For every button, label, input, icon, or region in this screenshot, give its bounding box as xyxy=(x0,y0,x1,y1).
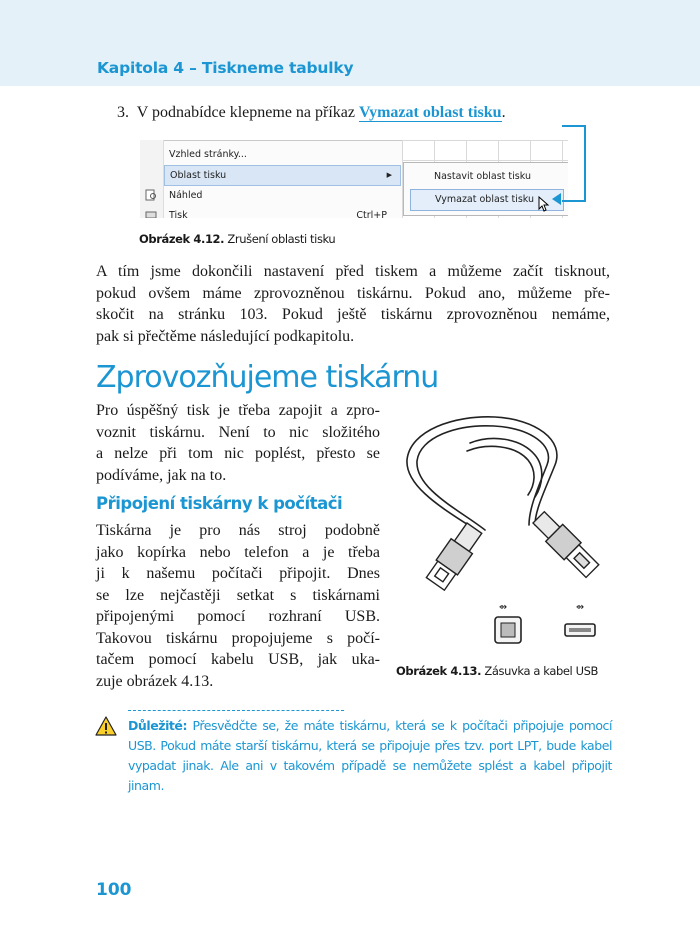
step-text: V podnabídce klepneme na příkaz xyxy=(136,104,356,121)
para-line: pokud ovšem máme zprovozněnou tiskárnu. Pokud ano, můžeme pře- xyxy=(96,284,610,302)
menu-screenshot xyxy=(140,140,568,218)
figure-label: Obrázek 4.12. xyxy=(139,232,225,246)
mouse-cursor-icon xyxy=(538,196,550,212)
para-line: skočit na stránku 103. Pokud ještě tiskárnu zprovozněnou nemáme, xyxy=(96,306,610,323)
menu-item-label: Vzhled stránky... xyxy=(169,149,247,160)
subsection-paragraph xyxy=(96,520,380,692)
para-line: zuje obrázek 4.13. xyxy=(96,672,214,690)
note-label: Důležité: xyxy=(128,718,187,733)
para-line: Pro úspěšný tisk je třeba zapojit a zpro- xyxy=(96,402,380,419)
callout-arrow-icon xyxy=(552,193,561,205)
section-paragraph xyxy=(96,400,380,486)
menu-shortcut: Ctrl+P xyxy=(356,210,387,218)
important-note xyxy=(128,716,612,796)
section-heading: Zprovozňujeme tiskárnu xyxy=(96,360,439,395)
para-line: připojenými pomocí rozhraní USB. xyxy=(96,608,380,625)
para-line: se lze nejčastěji setkat s tiskárnami xyxy=(96,586,380,604)
figure-label: Obrázek 4.13. xyxy=(396,664,482,678)
chapter-title: Kapitola 4 – Tiskneme tabulky xyxy=(97,59,354,77)
submenu-item-label: Nastavit oblast tisku xyxy=(434,171,531,182)
svg-text:⇴: ⇴ xyxy=(575,602,585,613)
figure-4-12-caption xyxy=(139,232,335,246)
para-line: a nelze při tom nic poplést, přesto se xyxy=(96,445,380,462)
svg-text:⇴: ⇴ xyxy=(498,602,508,613)
step-underline xyxy=(359,104,502,122)
menu-icon-column xyxy=(140,140,164,218)
menu-item-print-area[interactable] xyxy=(164,165,401,186)
step-period: . xyxy=(501,104,506,121)
usb-cable-illustration xyxy=(395,405,610,655)
warning-icon xyxy=(95,716,117,736)
menu-item-label: Tisk xyxy=(169,210,188,218)
para-line: Tiskárna je pro nás stroj podobně xyxy=(96,522,380,539)
menu-item-label: Oblast tisku xyxy=(170,170,227,181)
para-line: A tím jsme dokončili nastavení před tiskem a můžeme začít tisknout, xyxy=(96,263,610,280)
menu-item-print[interactable] xyxy=(164,206,399,218)
submenu-item-label: Vymazat oblast tisku xyxy=(435,194,535,205)
para-line: voznit tiskárnu. Není to nic složitého xyxy=(96,423,380,441)
intro-paragraph xyxy=(96,261,610,347)
callout-line xyxy=(562,125,586,202)
para-line: pak si přečtěme následující podkapitolu. xyxy=(96,327,355,345)
step-command-link: Vymazat oblast tisku xyxy=(359,104,502,121)
note-divider xyxy=(128,710,344,711)
preview-icon xyxy=(145,189,157,201)
para-line: jako kopírka nebo telefon a je třeba xyxy=(96,543,380,561)
para-line: Takovou tiskárnu propojujeme s počí- xyxy=(96,629,380,647)
submenu-arrow-icon: ▶ xyxy=(386,171,392,179)
figure-4-13-caption xyxy=(396,664,598,678)
figure-text: Zrušení oblasti tisku xyxy=(227,232,336,246)
menu-item-page-setup[interactable] xyxy=(164,145,399,164)
menu-item-label: Náhled xyxy=(169,190,203,201)
para-line: podíváme, jak na to. xyxy=(96,466,227,484)
step-number: 3. xyxy=(117,104,129,121)
submenu-item-set-print-area[interactable] xyxy=(410,167,562,187)
step-3 xyxy=(117,104,506,122)
subsection-heading: Připojení tiskárny k počítači xyxy=(96,494,343,513)
print-icon xyxy=(145,208,157,218)
page-number: 100 xyxy=(96,880,132,900)
menu-item-preview[interactable] xyxy=(164,186,399,205)
para-line: ji k našemu počítači připojit. Dnes xyxy=(96,565,380,582)
note-text: Přesvědčte se, že máte tiskárnu, která se k počítači připojuje pomocí USB. Pokud máte starší tiskárnu, která se připojuje přes tzv. port LPT, bude kabel vypadat jinak. Ale ani v takovém případě se nemůžete splést a kabel připojit jinam. xyxy=(128,718,613,793)
para-line: tačem pomocí kabelu USB, jak uka- xyxy=(96,651,380,668)
figure-text: Zásuvka a kabel USB xyxy=(484,664,599,678)
